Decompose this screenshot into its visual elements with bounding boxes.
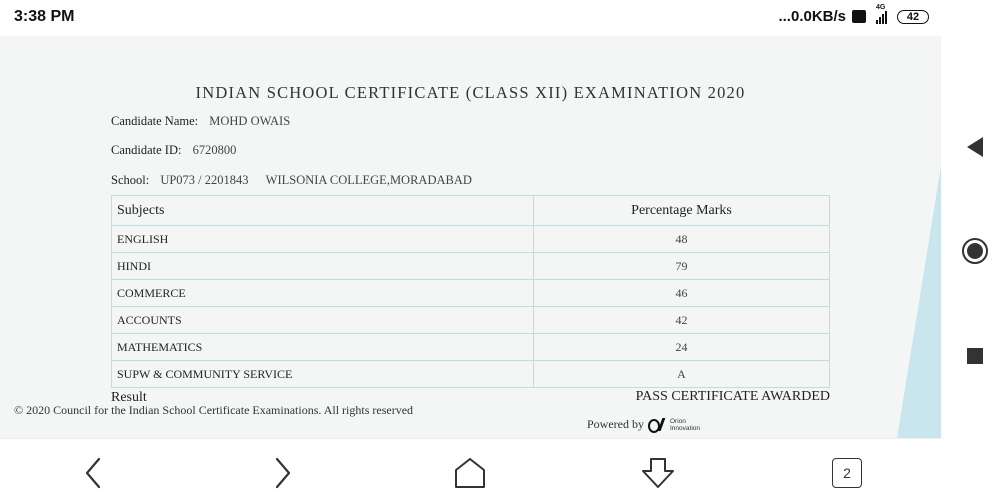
orion-line2: Innovation — [670, 424, 700, 432]
home-icon — [453, 456, 487, 490]
tab-count: 2 — [843, 465, 851, 481]
subject-cell: COMMERCE — [112, 280, 534, 307]
candidate-id-label: Candidate ID: — [111, 143, 182, 157]
powered-by-label: Powered by — [587, 417, 644, 431]
tabs-button[interactable] — [827, 453, 867, 493]
battery-icon — [897, 10, 929, 24]
status-indicators — [778, 3, 929, 25]
table-row — [112, 361, 830, 388]
marks-header: Percentage Marks — [534, 196, 830, 226]
marks-cell: 48 — [534, 226, 830, 253]
table-row — [112, 253, 830, 280]
square-recents-icon — [966, 347, 984, 365]
subject-cell: ACCOUNTS — [112, 307, 534, 334]
copyright-text: © 2020 Council for the Indian School Certificate Examinations. All rights reserved — [14, 403, 414, 417]
system-recents-button[interactable] — [959, 340, 991, 372]
table-header-row — [112, 196, 830, 226]
school-row — [111, 173, 472, 188]
signal-tag: 4G — [876, 3, 886, 11]
powered-by[interactable] — [587, 417, 700, 432]
forward-button[interactable] — [263, 453, 303, 493]
table-row — [112, 334, 830, 361]
status-time: 3:38 PM — [14, 8, 75, 25]
subject-cell: MATHEMATICS — [112, 334, 534, 361]
candidate-name-value: MOHD OWAIS — [209, 114, 291, 128]
circle-home-icon — [961, 237, 989, 265]
download-arrow-icon — [640, 456, 676, 490]
orion-wordmark — [670, 418, 700, 432]
orion-line1: Orion — [670, 417, 686, 425]
triangle-back-icon — [965, 136, 985, 158]
chevron-right-icon — [273, 457, 293, 489]
marks-cell: 24 — [534, 334, 830, 361]
system-home-button[interactable] — [959, 235, 991, 267]
network-speed: ...0.0KB/s — [778, 8, 846, 25]
chevron-left-icon — [83, 457, 103, 489]
exam-title: INDIAN SCHOOL CERTIFICATE (CLASS XII) EXAMINATION 2020 — [195, 83, 746, 102]
result-value: PASS CERTIFICATE AWARDED — [635, 389, 830, 404]
subject-cell: ENGLISH — [112, 226, 534, 253]
marks-cell: A — [534, 361, 830, 388]
candidate-name-row — [111, 114, 290, 129]
school-code: UP073 / 2201843 — [160, 173, 249, 187]
system-nav-bar — [941, 0, 1008, 504]
orion-logo-icon — [648, 418, 666, 432]
marks-cell: 42 — [534, 307, 830, 334]
system-back-button[interactable] — [959, 131, 991, 163]
signal-icon — [876, 3, 887, 24]
browser-nav-bar — [0, 438, 941, 504]
decorative-wedge — [897, 166, 941, 438]
result-label: Result — [111, 390, 147, 405]
table-row — [112, 226, 830, 253]
battery-level: 42 — [906, 10, 920, 23]
marks-cell: 79 — [534, 253, 830, 280]
result-page — [0, 36, 941, 438]
school-label: School: — [111, 173, 150, 187]
marks-table — [111, 195, 830, 388]
status-bar — [0, 0, 941, 36]
candidate-name-label: Candidate Name: — [111, 114, 199, 128]
volte-icon — [852, 10, 866, 23]
candidate-id-value: 6720800 — [192, 143, 237, 157]
school-name: WILSONIA COLLEGE,MORADABAD — [265, 173, 472, 187]
back-button[interactable] — [73, 453, 113, 493]
candidate-id-row — [111, 143, 236, 158]
marks-cell: 46 — [534, 280, 830, 307]
table-row — [112, 307, 830, 334]
table-row — [112, 280, 830, 307]
home-button[interactable] — [450, 453, 490, 493]
tabs-counter-icon — [832, 458, 862, 488]
subject-cell: SUPW & COMMUNITY SERVICE — [112, 361, 534, 388]
subjects-header: Subjects — [112, 196, 534, 226]
download-button[interactable] — [638, 453, 678, 493]
subject-cell: HINDI — [112, 253, 534, 280]
